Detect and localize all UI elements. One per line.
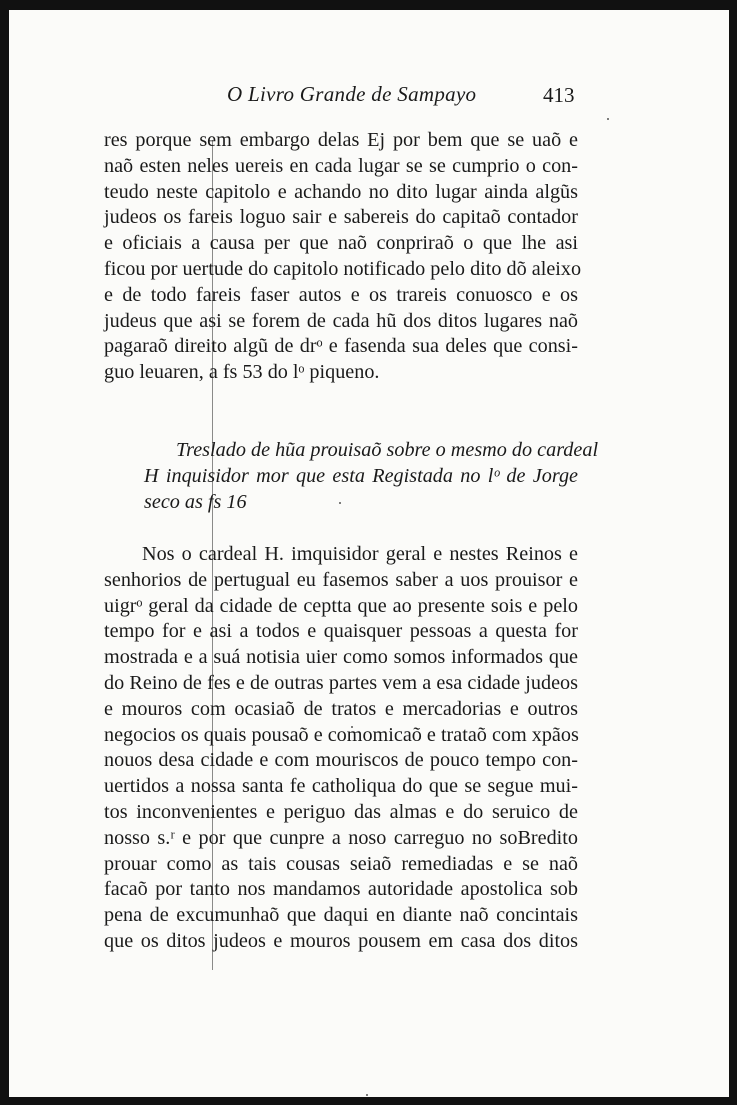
ink-speck: [366, 1094, 368, 1096]
heading-line: H inquisidor mor que esta Registada no lᵒ de Jorge: [144, 464, 578, 487]
text-line: negocios os quais pousaõ e comomicaõ e trataõ com xpãos: [104, 723, 579, 746]
text-line: nosso s.ʳ e por que cunpre a noso carreguo no soBredito: [104, 826, 578, 849]
text-line: nouos desa cidade e com mouriscos de pouco tempo con-: [104, 749, 578, 772]
text-line: pena de excumunhaõ que daqui en diante naõ concintais: [104, 904, 578, 927]
heading-line: Treslado de hũa prouisaõ sobre o mesmo do cardeal: [176, 439, 599, 461]
text-line: pagaraõ direito algũ de drᵒ e fasenda sua deles que consi-: [104, 335, 578, 358]
text-line: uertidos a nossa santa fe catholiqua do que se segue mui-: [104, 775, 578, 798]
text-line: que os ditos judeos e mouros pousem em casa dos ditos: [104, 929, 578, 952]
text-line: e mouros com ocasiaõ de tratos e mercadorias e outros: [104, 697, 578, 720]
text-line: tos inconvenientes e periguo das almas e do seruico de: [104, 800, 578, 823]
text-line: ficou por uertude do capitolo notificado pelo dito dõ aleixo: [104, 257, 582, 280]
text-line: res porque sem embargo delas Ej por bem que se uaõ e: [104, 129, 578, 151]
text-line: uigrᵒ geral da cidade de ceptta que ao presente sois e pelo: [104, 594, 578, 617]
text-line: guo leuaren, a fs 53 do lᵒ piqueno.: [104, 361, 380, 384]
text-line: e de todo fareis faser autos e os trareis conuosco e os: [104, 283, 578, 306]
text-line: tempo for e asi a todos e quaisquer pessoas a questa for: [104, 620, 578, 643]
section-heading: [104, 438, 599, 515]
running-title: O Livro Grande de Sampayo: [227, 82, 477, 106]
text-line: judeus que asi se forem de cada hũ dos ditos lugares naõ: [104, 309, 578, 332]
text-line: e oficiais a causa per que naõ conpriraõ o que lhe asi: [104, 232, 578, 255]
text-line: facaõ por tanto nos mandamos autoridade apostolica sob: [104, 878, 578, 901]
text-line: senhorios de pertugual eu fasemos saber a uos prouisor e: [104, 568, 578, 591]
text-line: Nos o cardeal H. imquisidor geral e nestes Reinos e: [142, 543, 578, 565]
text-line: naõ esten neles uereis en cada lugar se se cumprio o con-: [104, 154, 578, 177]
page-header: [9, 82, 737, 112]
text-line: judeos os fareis loguo sair e sabereis do capitaõ contador: [104, 206, 578, 229]
text-line: prouar como as tais cousas seiaõ remediadas e se naõ: [104, 852, 578, 875]
page-number: 413: [543, 83, 575, 107]
text-line: do Reino de fes e de outras partes vem a esa cidade judeos: [104, 671, 578, 694]
text-line: teudo neste capitolo e achando no dito lugar ainda algũs: [104, 180, 578, 203]
text-line: mostrada e a suá notisia uier como somos informados que: [104, 646, 578, 669]
ink-speck: [607, 118, 609, 120]
paragraph-1: [104, 128, 582, 386]
paragraph-2: [104, 542, 578, 955]
heading-line: seco as fs 16: [144, 490, 247, 513]
